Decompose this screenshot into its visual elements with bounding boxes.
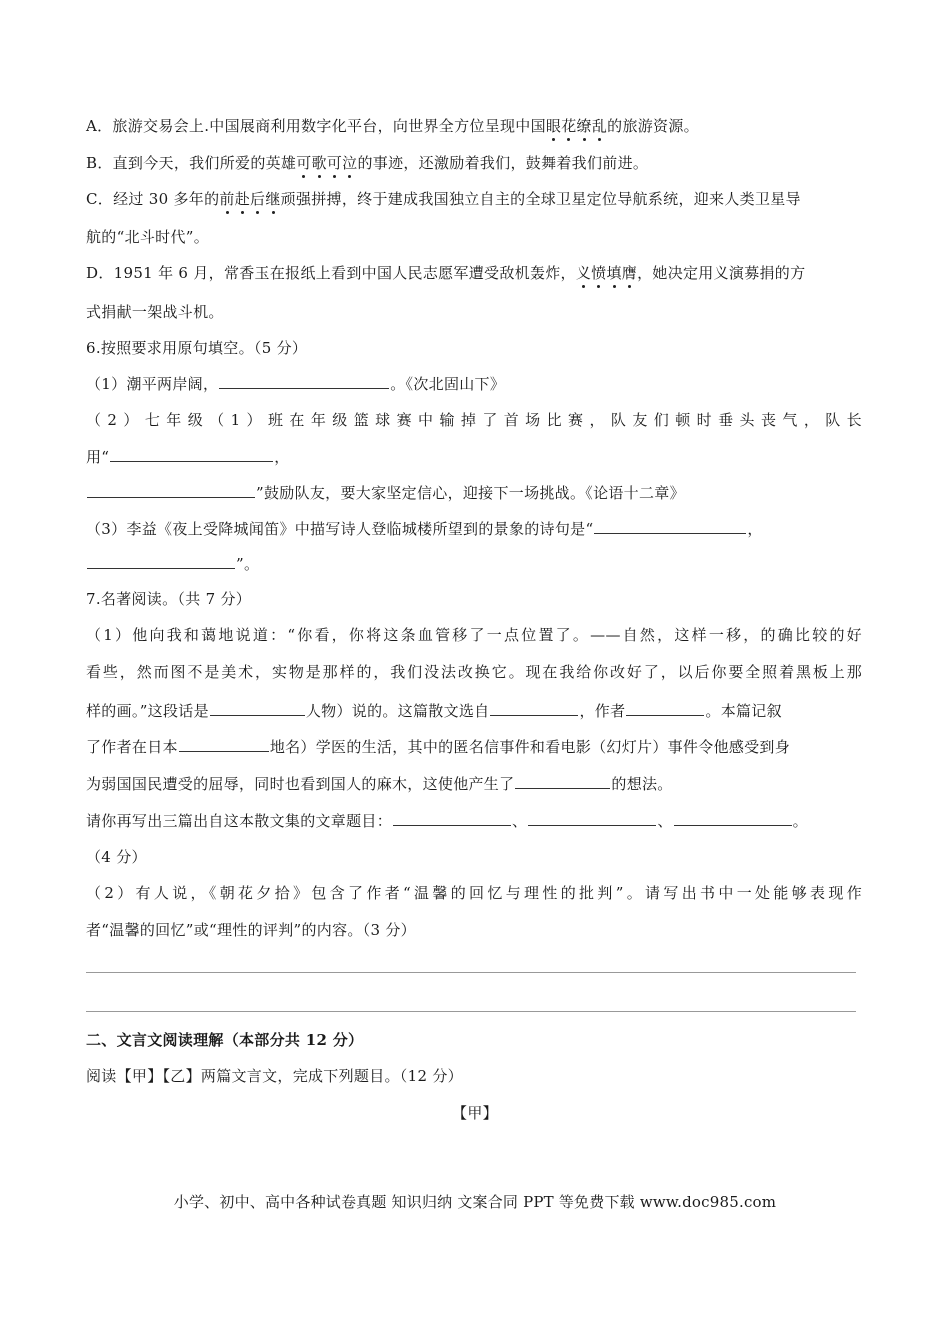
section2-title: 二、文言文阅读理解（本部分共 12 分）	[86, 1031, 364, 1049]
q5-c-idiom: 前赴后继	[219, 190, 281, 208]
q7-p2-line1: （2）有人说，《朝花夕拾》包含了作者“温馨的回忆与理性的批判”。请写出书中一处能够表现作	[86, 884, 862, 902]
q7-titles-end: 。	[792, 812, 808, 830]
q6-p3-blank-2[interactable]	[87, 553, 235, 569]
q5-option-d	[86, 263, 862, 283]
section2-intro: 阅读【甲】【乙】两篇文言文，完成下列题目。（12 分）	[86, 1067, 463, 1085]
q6-p3-line2	[86, 553, 862, 574]
q7-p1-line1: （1）他向我和蔼地说道：“你看，你将这条血管移了一点位置了。——自然，这样一移，的确比较的好	[86, 626, 862, 644]
q6-p3-blank-1[interactable]	[594, 518, 746, 534]
q6-p3-tail: ”。	[236, 555, 260, 573]
q6-p2-tail: ”鼓励队友，要大家坚定信心，迎接下一场挑战。《论语十二章》	[256, 484, 685, 502]
q6-p3-text: （3）李益《夜上受降城闻笛》中描写诗人登临城楼所望到的景象的诗句是“	[86, 520, 594, 538]
q5-a-idiom: 眼花缭乱	[545, 117, 608, 135]
q6-p2-quote-open: 用“	[86, 448, 110, 466]
q7-titles-text: 请你再写出三篇出自这本散文集的文章题目：	[86, 812, 393, 830]
q5-option-a	[86, 116, 862, 136]
q6-p2-blank-1[interactable]	[110, 446, 273, 462]
q7-blank-title-1[interactable]	[393, 810, 511, 826]
q7-heading: 7.名著阅读。（共 7 分）	[86, 590, 252, 608]
q7-text: ，作者	[579, 702, 626, 720]
q7-p1-line3	[86, 700, 862, 721]
q6-p2-blank-2[interactable]	[87, 482, 255, 498]
q6-p1-blank[interactable]	[219, 373, 389, 389]
q6-p3-comma: ，	[747, 520, 763, 538]
q6-part1	[86, 373, 862, 394]
q5-a-text-after: 的旅游资源。	[607, 117, 699, 135]
q6-p2-comma: ，	[274, 448, 290, 466]
q7-blank-author[interactable]	[626, 700, 704, 716]
q7-titles-line	[86, 810, 862, 831]
passage-jia-label: 【甲】	[452, 1104, 498, 1122]
q6-p1-text: （1）潮平两岸阔，	[86, 375, 219, 393]
q6-heading: 6.按照要求用原句填空。（5 分）	[86, 339, 308, 357]
q5-option-b	[86, 153, 862, 173]
q5-b-text-before: B．直到今天，我们所爱的英雄	[86, 154, 297, 172]
q5-b-idiom: 可歌可泣	[296, 154, 358, 172]
q7-blank-collection[interactable]	[490, 700, 578, 716]
q5-c-text-before: C．经过 30 多年的	[86, 190, 220, 208]
page-footer: 小学、初中、高中各种试卷真题 知识归纳 文案合同 PPT 等免费下载 www.doc985.com	[173, 1193, 777, 1211]
q5-c-line2: 航的“北斗时代”。	[86, 228, 210, 246]
q7-blank-title-3[interactable]	[674, 810, 792, 826]
q7-p1-line4	[86, 736, 862, 757]
q7-titles-sep: 、	[512, 812, 528, 830]
q6-p3-line1	[86, 518, 862, 539]
q5-a-text-before: A．旅游交易会上.中国展商利用数字化平台，向世界全方位呈现中国	[86, 117, 546, 135]
q7-blank-place[interactable]	[179, 736, 269, 752]
q5-d-idiom: 义愤填膺	[575, 264, 638, 282]
q7-blank-title-2[interactable]	[528, 810, 656, 826]
q7-blank-person[interactable]	[210, 700, 305, 716]
answer-line-2[interactable]	[86, 1011, 856, 1012]
q6-p2-line3	[86, 482, 862, 503]
q5-c-text-after: 顽强拼搏，终于建成我国独立自主的全球卫星定位导航系统，迎来人类卫星导	[280, 190, 801, 208]
q7-text: 样的画。”这段话是	[86, 702, 209, 720]
q7-text: 为弱国国民遭受的屈辱，同时也看到国人的麻木，这使他产生了	[86, 775, 515, 793]
q6-p2-line2	[86, 446, 862, 467]
q7-titles-sep: 、	[657, 812, 673, 830]
answer-line-1[interactable]	[86, 972, 856, 973]
q7-text: 地名）学医的生活，其中的匿名信事件和看电影（幻灯片）事件令他感受到身	[269, 738, 791, 756]
q5-d-text-before: D．1951 年 6 月，常香玉在报纸上看到中国人民志愿军遭受敌机轰炸，	[86, 264, 576, 282]
q7-text: 人物）说的。这篇散文选自	[305, 702, 490, 720]
q7-text: 的想法。	[611, 775, 673, 793]
q7-p2-line2: 者“温馨的回忆”或“理性的评判”的内容。（3 分）	[86, 921, 416, 939]
q5-d-text-after: ，她决定用义演募捐的方	[637, 264, 806, 282]
q7-titles-score: （4 分）	[86, 848, 147, 866]
q7-text: 。本篇记叙	[705, 702, 782, 720]
q7-text: 了作者在日本	[86, 738, 178, 756]
q6-p2-line1: （2）七年级（1）班在年级篮球赛中输掉了首场比赛，队友们顿时垂头丧气，队长	[86, 411, 862, 429]
q7-p1-line5	[86, 773, 862, 794]
q7-blank-idea[interactable]	[515, 773, 610, 789]
q6-p1-source: 。《次北固山下》	[390, 375, 506, 393]
q5-b-text-after: 的事迹，还激励着我们，鼓舞着我们前进。	[357, 154, 649, 172]
q5-d-line2: 式捐献一架战斗机。	[86, 303, 224, 321]
q5-option-c	[86, 189, 862, 209]
q7-p1-line2: 看些，然而图不是美术，实物是那样的，我们没法改换它。现在我给你改好了，以后你要全照着黑板上那	[86, 663, 862, 681]
